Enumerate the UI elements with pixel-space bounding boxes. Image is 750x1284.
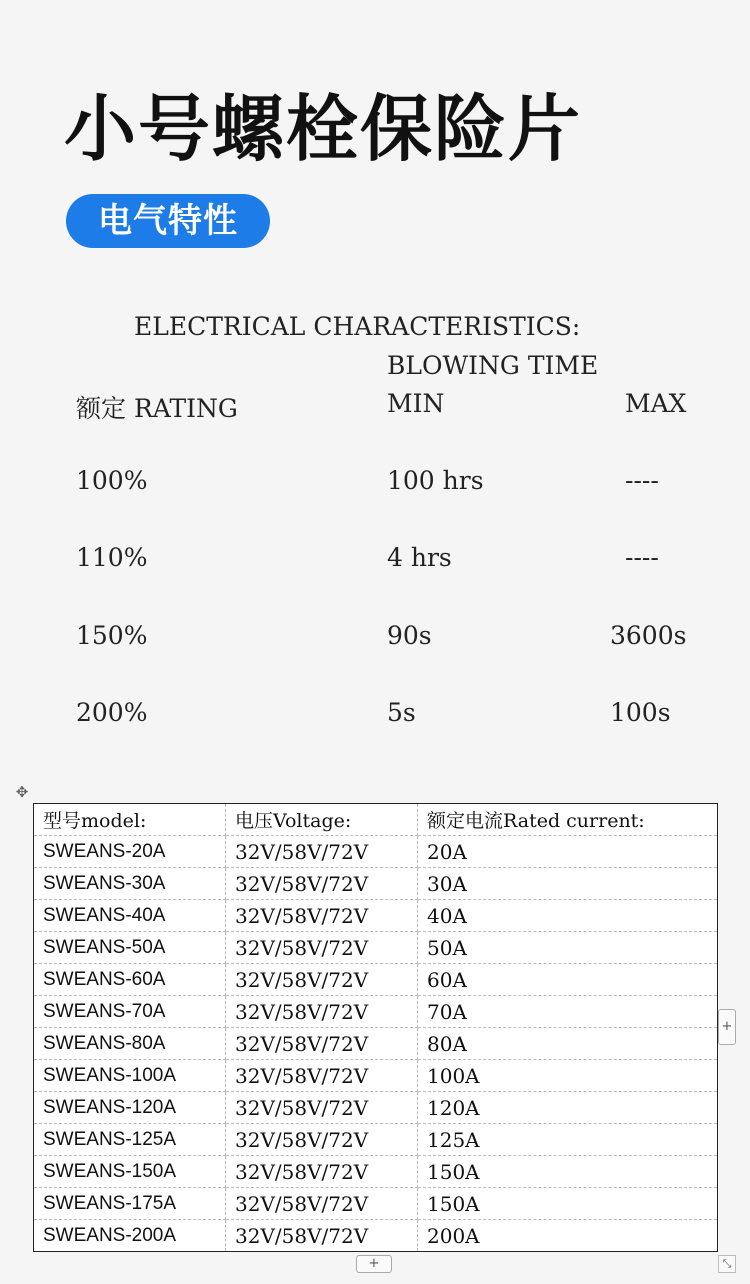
current-cell[interactable]: 150A xyxy=(418,1188,718,1220)
resize-icon[interactable]: ⤡ xyxy=(718,1255,736,1273)
current-cell[interactable]: 150A xyxy=(418,1156,718,1188)
current-cell[interactable]: 20A xyxy=(418,836,718,868)
rating-label: 额定 RATING xyxy=(76,394,238,423)
voltage-cell[interactable]: 32V/58V/72V xyxy=(226,1220,418,1252)
current-cell[interactable]: 70A xyxy=(418,996,718,1028)
max-value: ---- xyxy=(625,543,659,572)
table-row xyxy=(34,964,718,996)
rating-value: 100% xyxy=(76,466,148,495)
table-row xyxy=(34,1028,718,1060)
current-cell[interactable]: 80A xyxy=(418,1028,718,1060)
header-voltage[interactable]: 电压Voltage: xyxy=(226,804,418,836)
voltage-cell[interactable]: 32V/58V/72V xyxy=(226,900,418,932)
electrical-heading: ELECTRICAL CHARACTERISTICS: xyxy=(134,312,581,341)
spec-table xyxy=(33,803,718,1252)
plus-icon: + xyxy=(721,1019,733,1034)
current-cell[interactable]: 125A xyxy=(418,1124,718,1156)
model-cell[interactable]: SWEANS-150A xyxy=(34,1156,226,1188)
table-row xyxy=(34,836,718,868)
table-row xyxy=(34,1188,718,1220)
table-row xyxy=(34,868,718,900)
add-column-button[interactable] xyxy=(718,1009,736,1045)
min-label: MIN xyxy=(387,389,445,418)
rating-value: 150% xyxy=(76,621,148,650)
voltage-cell[interactable]: 32V/58V/72V xyxy=(226,964,418,996)
model-cell[interactable]: SWEANS-100A xyxy=(34,1060,226,1092)
voltage-cell[interactable]: 32V/58V/72V xyxy=(226,1124,418,1156)
model-cell[interactable]: SWEANS-120A xyxy=(34,1092,226,1124)
min-value: 5s xyxy=(387,698,416,727)
add-row-button[interactable] xyxy=(356,1255,392,1273)
current-cell[interactable]: 120A xyxy=(418,1092,718,1124)
table-row xyxy=(34,932,718,964)
current-cell[interactable]: 60A xyxy=(418,964,718,996)
model-cell[interactable]: SWEANS-40A xyxy=(34,900,226,932)
model-cell[interactable]: SWEANS-70A xyxy=(34,996,226,1028)
voltage-cell[interactable]: 32V/58V/72V xyxy=(226,1156,418,1188)
model-cell[interactable]: SWEANS-125A xyxy=(34,1124,226,1156)
model-cell[interactable]: SWEANS-20A xyxy=(34,836,226,868)
model-cell[interactable]: SWEANS-50A xyxy=(34,932,226,964)
min-value: 100 hrs xyxy=(387,466,484,495)
current-cell[interactable]: 200A xyxy=(427,1223,480,1248)
table-row xyxy=(34,1060,718,1092)
section-badge: 电气特性 xyxy=(66,194,270,248)
current-cell[interactable]: 100A xyxy=(418,1060,718,1092)
plus-icon: + xyxy=(368,1256,380,1271)
max-value: 3600s xyxy=(610,621,687,650)
table-row xyxy=(34,1220,718,1252)
current-cell[interactable]: 40A xyxy=(418,900,718,932)
blowing-time-label: BLOWING TIME xyxy=(387,351,599,380)
voltage-cell[interactable]: 32V/58V/72V xyxy=(226,1188,418,1220)
model-cell[interactable]: SWEANS-80A xyxy=(34,1028,226,1060)
max-value: ---- xyxy=(625,466,659,495)
model-cell[interactable]: SWEANS-30A xyxy=(34,868,226,900)
voltage-cell[interactable]: 32V/58V/72V xyxy=(226,1028,418,1060)
page-title: 小号螺栓保险片 xyxy=(64,87,583,171)
voltage-cell[interactable]: 32V/58V/72V xyxy=(226,868,418,900)
voltage-cell[interactable]: 32V/58V/72V xyxy=(226,996,418,1028)
voltage-cell[interactable]: 32V/58V/72V xyxy=(226,1060,418,1092)
table-header-row xyxy=(34,804,718,836)
model-cell[interactable]: SWEANS-175A xyxy=(34,1188,226,1220)
voltage-cell[interactable]: 32V/58V/72V xyxy=(226,1092,418,1124)
current-cell[interactable]: 30A xyxy=(418,868,718,900)
current-cell[interactable]: 50A xyxy=(418,932,718,964)
table-row xyxy=(34,1124,718,1156)
model-cell[interactable]: SWEANS-60A xyxy=(34,964,226,996)
rating-value: 200% xyxy=(76,698,148,727)
move-icon[interactable]: ✥ xyxy=(15,783,29,801)
min-value: 4 hrs xyxy=(387,543,452,572)
max-label: MAX xyxy=(625,389,687,418)
voltage-cell[interactable]: 32V/58V/72V xyxy=(226,932,418,964)
rating-value: 110% xyxy=(76,543,148,572)
voltage-cell[interactable]: 32V/58V/72V xyxy=(226,836,418,868)
table-row xyxy=(34,900,718,932)
header-model[interactable]: 型号model: xyxy=(34,804,226,836)
table-row xyxy=(34,1092,718,1124)
table-row xyxy=(34,996,718,1028)
table-row xyxy=(34,1156,718,1188)
min-value: 90s xyxy=(387,621,432,650)
max-value: 100s xyxy=(610,698,671,727)
header-rated-current[interactable]: 额定电流Rated current: xyxy=(418,804,718,836)
model-cell[interactable]: SWEANS-200A xyxy=(34,1220,226,1252)
